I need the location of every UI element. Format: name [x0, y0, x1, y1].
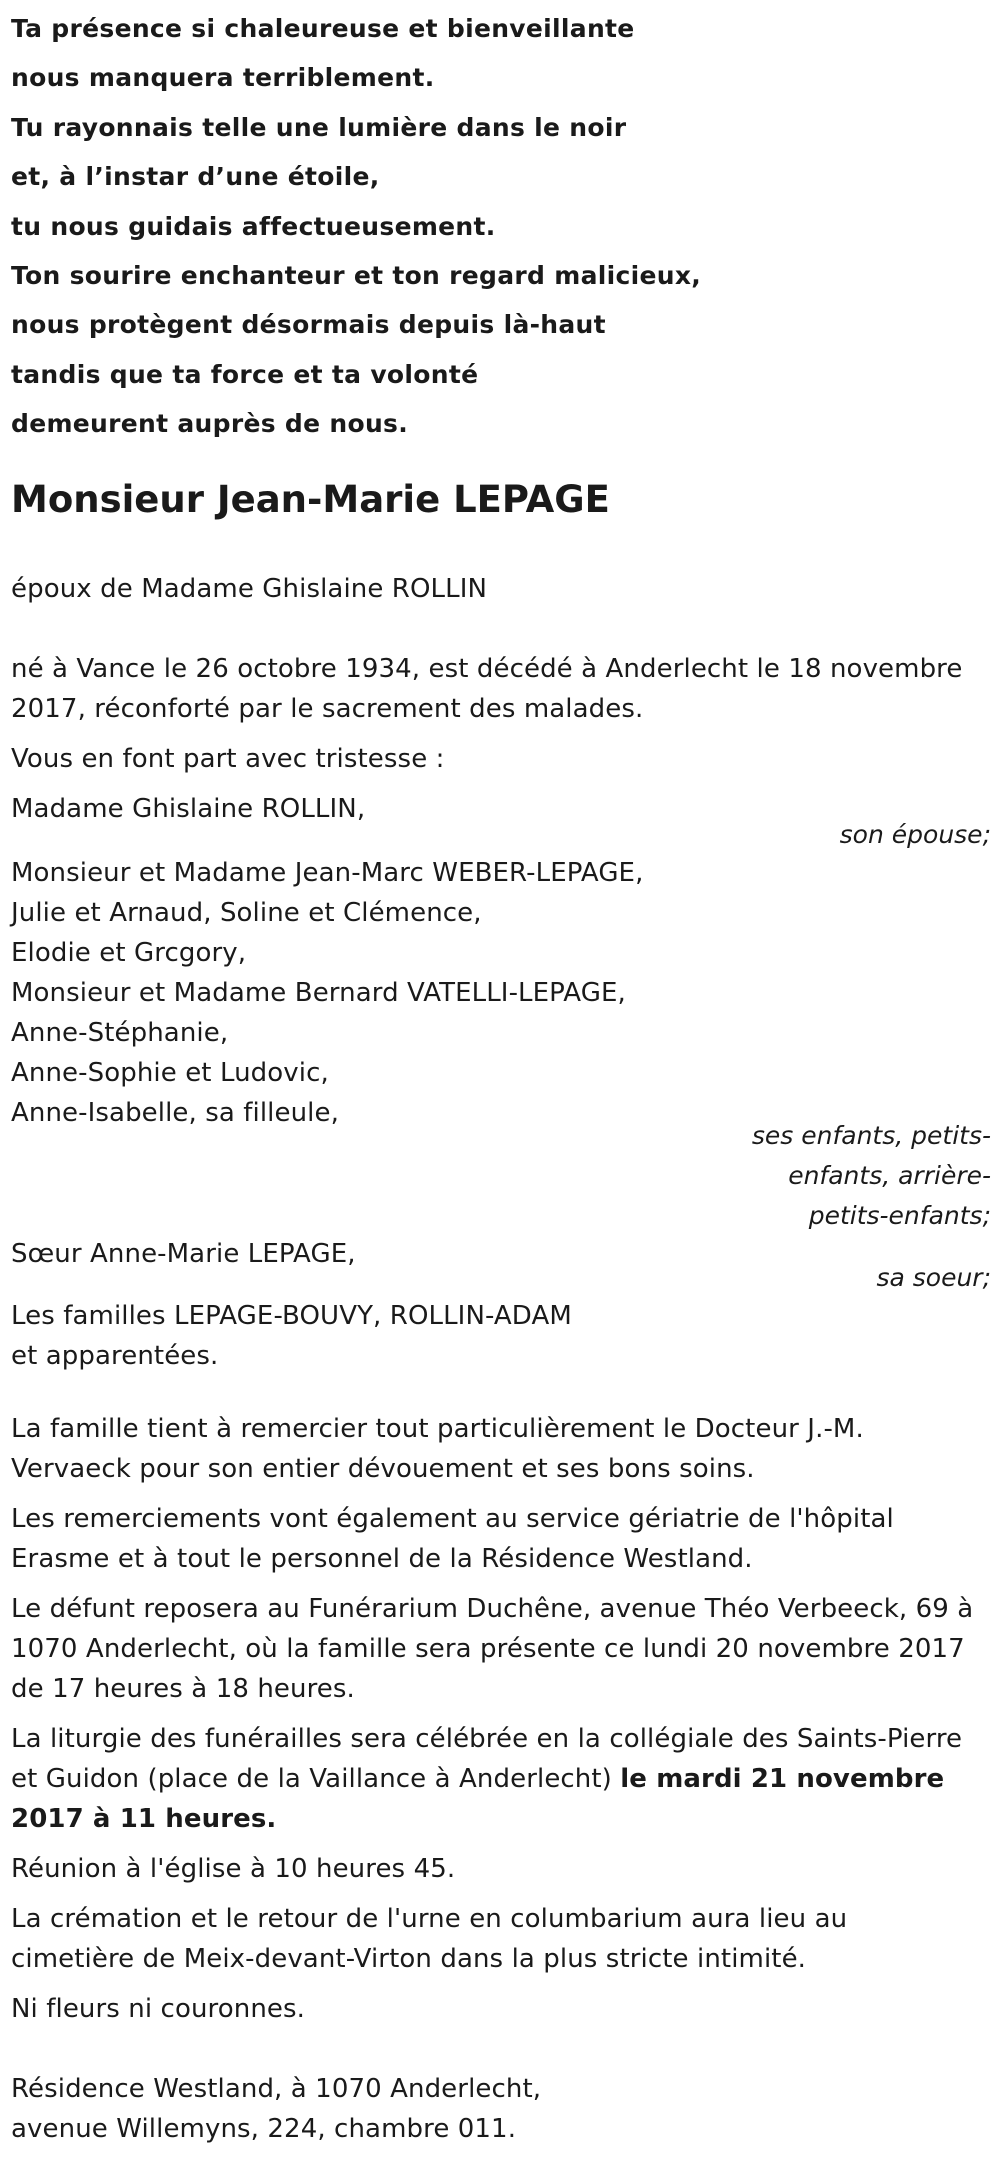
spouse-line: époux de Madame Ghislaine ROLLIN	[11, 574, 488, 604]
family-member: Anne-Stéphanie,	[11, 1018, 229, 1048]
poem-line: nous protègent désormais depuis là-haut	[11, 310, 606, 340]
poem-line: nous manquera terriblement.	[11, 63, 435, 93]
rest-line: Le défunt reposera au Funérarium Duchêne, avenue Théo Verbeeck, 69 à	[11, 1594, 974, 1624]
poem-line: et, à l’instar d’une étoile,	[11, 162, 380, 192]
cremation-line: La crémation et le retour de l'urne en columbarium aura lieu au	[11, 1904, 848, 1934]
deceased-name: Monsieur Jean-Marie LEPAGE	[11, 478, 610, 521]
meeting-line: Réunion à l'église à 10 heures 45.	[11, 1854, 456, 1884]
rest-line: 1070 Anderlecht, où la famille sera présente ce lundi 20 novembre 2017	[11, 1634, 965, 1664]
family-member: Anne-Isabelle, sa filleule,	[11, 1098, 339, 1128]
thanks-line: Les remerciements vont également au service gériatrie de l'hôpital	[11, 1504, 894, 1534]
thanks-line: Erasme et à tout le personnel de la Résidence Westland.	[11, 1544, 753, 1574]
role-children: ses enfants, petits-	[751, 1121, 991, 1150]
family-member: Monsieur et Madame Jean-Marc WEBER-LEPAGE,	[11, 858, 644, 888]
birth-death-line: né à Vance le 26 octobre 1934, est décédé à Anderlecht le 18 novembre	[11, 654, 963, 684]
thanks-line: Vervaeck pour son entier dévouement et ses bons soins.	[11, 1454, 755, 1484]
families-line: Les familles LEPAGE-BOUVY, ROLLIN-ADAM	[11, 1301, 572, 1331]
liturgy-text: et Guidon (place de la Vaillance à Anderlecht)	[11, 1764, 621, 1794]
liturgy-date: 2017 à 11 heures.	[11, 1804, 277, 1834]
poem-line: tu nous guidais affectueusement.	[11, 211, 496, 241]
family-member: Monsieur et Madame Bernard VATELLI-LEPAGE,	[11, 978, 626, 1008]
role-children: enfants, arrière-	[788, 1161, 991, 1190]
address-line: avenue Willemyns, 224, chambre 011.	[11, 2114, 517, 2144]
liturgy-date: le mardi 21 novembre	[620, 1764, 945, 1794]
birth-death-line: 2017, réconforté par le sacrement des malades.	[11, 694, 644, 724]
poem-line: Tu rayonnais telle une lumière dans le noir	[11, 112, 627, 142]
flowers-line: Ni fleurs ni couronnes.	[11, 1994, 306, 2024]
poem-line: demeurent auprès de nous.	[11, 409, 409, 439]
family-member: Julie et Arnaud, Soline et Clémence,	[11, 898, 482, 928]
families-line: et apparentées.	[11, 1341, 219, 1371]
announcement: Vous en font part avec tristesse :	[11, 744, 445, 774]
rest-line: de 17 heures à 18 heures.	[11, 1674, 355, 1704]
family-member: Anne-Sophie et Ludovic,	[11, 1058, 329, 1088]
liturgy-line	[11, 1759, 944, 1799]
role-sister: sa soeur;	[876, 1263, 991, 1292]
poem-line: tandis que ta force et ta volonté	[11, 359, 479, 389]
cremation-line: cimetière de Meix-devant-Virton dans la plus stricte intimité.	[11, 1944, 807, 1974]
poem	[11, 4, 701, 449]
poem-line: Ta présence si chaleureuse et bienveillante	[11, 14, 635, 43]
family-sister: Sœur Anne-Marie LEPAGE,	[11, 1239, 356, 1269]
family-spouse: Madame Ghislaine ROLLIN,	[11, 794, 366, 824]
role-children: petits-enfants;	[808, 1201, 991, 1230]
poem-line: Ton sourire enchanteur et ton regard malicieux,	[11, 261, 702, 291]
liturgy-line: La liturgie des funérailles sera célébrée en la collégiale des Saints-Pierre	[11, 1724, 963, 1754]
role-spouse: son épouse;	[839, 820, 991, 849]
family-member: Elodie et Grcgory,	[11, 938, 247, 968]
address-line: Résidence Westland, à 1070 Anderlecht,	[11, 2074, 542, 2104]
thanks-line: La famille tient à remercier tout particulièrement le Docteur J.-M.	[11, 1414, 864, 1444]
